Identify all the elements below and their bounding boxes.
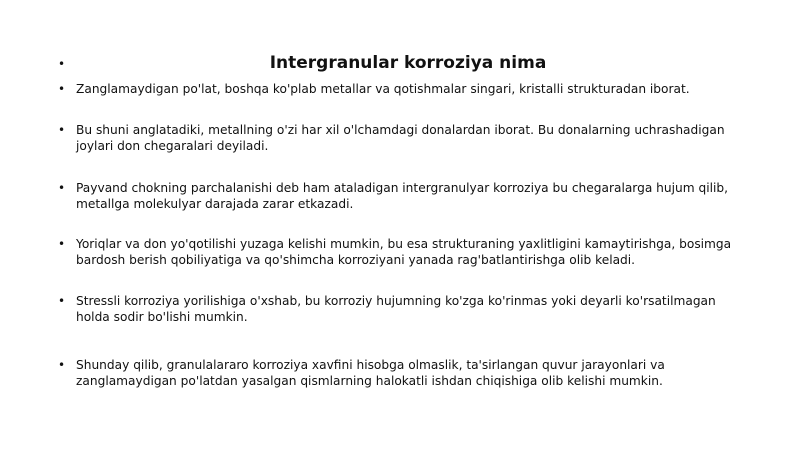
bullet-marker: • [58, 82, 66, 96]
bullet-text: Bu shuni anglatadiki, metallning o'zi har xil o'lchamdagi donalardan iborat. Bu donalarning uchrashadigan joylari don chegaralari deyiladi. [76, 123, 725, 153]
bullet-text: Yoriqlar va don yo'qotilishi yuzaga kelishi mumkin, bu esa strukturaning yaxlitligini kamaytirishga, bosimga bardosh berish qobiliyatiga va qo'shimcha korroziyani yanada rag'batlantirishga olib keladi. [76, 237, 732, 267]
bullet-text: Zanglamaydigan po'lat, boshqa ko'plab metallar va qotishmalar singari, kristalli strukturadan iborat. [76, 82, 690, 96]
bullet-marker: • [58, 237, 66, 251]
bullet-marker: • [58, 358, 66, 372]
bullet-marker: • [58, 181, 66, 195]
title-row [58, 52, 758, 74]
bullet-text: Payvand chokning parchalanishi deb ham ataladigan intergranulyar korroziya bu chegaralarga hujum qilib, metallga molekulyar darajada zarar etkazadi. [76, 181, 728, 211]
bullet-text: Shunday qilib, granulalararo korroziya xavfini hisobga olmaslik, ta'sirlangan quvur jarayonlari va zanglamaydigan po'latdan yasalgan qismlarning halokatli ishdan chiqishiga olib kelishi mumkin. [76, 358, 665, 388]
title-bullet: • [58, 57, 66, 71]
bullet-marker: • [58, 294, 66, 308]
bullet-text: Stressli korroziya yorilishiga o'xshab, bu korroziy hujumning ko'zga ko'rinmas yoki deyarli ko'rsatilmagan holda sodir bo'lishi mumkin. [76, 294, 716, 324]
bullet-marker: • [58, 123, 66, 137]
slide-title: Intergranular korroziya nima [269, 53, 547, 73]
